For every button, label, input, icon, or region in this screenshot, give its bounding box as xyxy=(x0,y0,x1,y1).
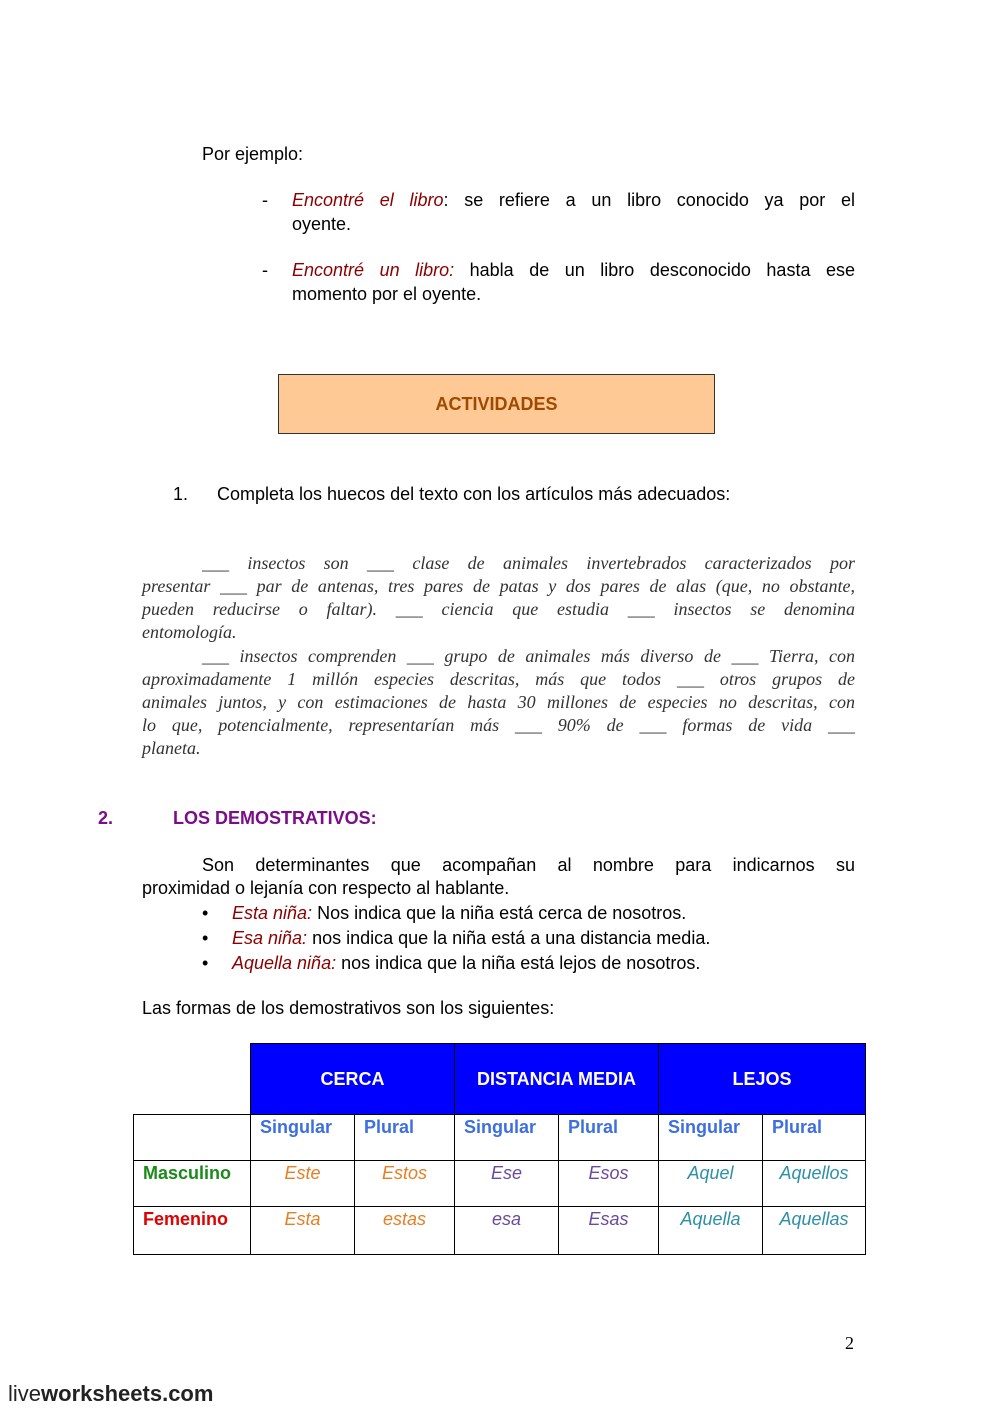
bullet-term: Esa niña: xyxy=(232,928,308,948)
bullet-icon: • xyxy=(202,928,209,948)
passage-line: animales juntos, y con estimaciones de hasta 30 millones de especies no descritas, con xyxy=(142,692,855,712)
bullet-term: Esta niña: xyxy=(232,903,313,923)
table-row xyxy=(134,1207,866,1255)
table-cell: Estos xyxy=(355,1161,455,1207)
logo-light: live xyxy=(8,1381,42,1406)
header-cerca: CERCA xyxy=(251,1044,455,1115)
bullet-item xyxy=(232,928,710,949)
subheader: Plural xyxy=(559,1115,659,1161)
bullet-icon: • xyxy=(202,903,209,923)
table-cell: Aquellas xyxy=(763,1207,866,1255)
bullet-item xyxy=(232,903,686,924)
example-intro: Por ejemplo: xyxy=(202,144,304,164)
demonstratives-table xyxy=(133,1043,866,1255)
section-intro-cont: proximidad o lejanía con respecto al hablante. xyxy=(142,878,510,898)
subheader: Plural xyxy=(763,1115,866,1161)
example-term: Encontré un libro: xyxy=(292,260,455,280)
bullet-term: Aquella niña: xyxy=(232,953,337,973)
passage-line: aproximadamente 1 millón especies descritas, más que todos ___ otros grupos de xyxy=(142,669,855,689)
list-item xyxy=(292,190,855,211)
passage-line: pueden reducirse o faltar). ___ ciencia que estudia ___ insectos se denomina xyxy=(142,599,855,619)
header-lejos: LEJOS xyxy=(659,1044,866,1115)
list-item-dash: - xyxy=(262,260,268,280)
question-number: 1. xyxy=(173,484,189,504)
table-cell: Aquel xyxy=(659,1161,763,1207)
passage-line: ___ insectos son ___ clase de animales invertebrados caracterizados por xyxy=(202,553,855,573)
question-text: Completa los huecos del texto con los artículos más adecuados: xyxy=(217,484,731,504)
logo-bold: worksheets xyxy=(41,1381,163,1406)
subheader: Singular xyxy=(455,1115,559,1161)
list-item-dash: - xyxy=(262,190,268,210)
example-text: : se refiere a un libro conocido ya por el xyxy=(443,190,855,210)
subheader: Singular xyxy=(251,1115,355,1161)
logo-suffix: .com xyxy=(162,1381,214,1406)
passage-line: lo que, potencialmente, representarían más ___ 90% de ___ formas de vida ___ xyxy=(142,715,855,735)
section-intro: Son determinantes que acompañan al nombre para indicarnos su xyxy=(202,855,855,875)
table-cell: Aquella xyxy=(659,1207,763,1255)
subheader: Singular xyxy=(659,1115,763,1161)
passage-line: ___ insectos comprenden ___ grupo de animales más diverso de ___ Tierra, con xyxy=(202,646,855,666)
activities-box xyxy=(278,374,715,434)
row-label-femenino: Femenino xyxy=(134,1207,251,1255)
table-cell: estas xyxy=(355,1207,455,1255)
bullet-icon: • xyxy=(202,953,209,973)
table-cell: Esas xyxy=(559,1207,659,1255)
page-number: 2 xyxy=(845,1333,854,1353)
table-cell: Esta xyxy=(251,1207,355,1255)
bullet-text: Nos indica que la niña está cerca de nosotros. xyxy=(312,903,687,923)
liveworksheets-logo[interactable] xyxy=(8,1381,213,1407)
bullet-text: nos indica que la niña está lejos de nosotros. xyxy=(336,953,701,973)
example-text-cont: oyente. xyxy=(292,214,352,234)
passage-line: planeta. xyxy=(142,738,201,758)
table-cell: esa xyxy=(455,1207,559,1255)
bullet-text: nos indica que la niña está a una distancia media. xyxy=(307,928,711,948)
passage-line: presentar ___ par de antenas, tres pares de patas y dos pares de alas (que, no obstante, xyxy=(142,576,855,596)
subheader: Plural xyxy=(355,1115,455,1161)
table-cell: Este xyxy=(251,1161,355,1207)
header-distancia-media: DISTANCIA MEDIA xyxy=(455,1044,659,1115)
section-number: 2. xyxy=(98,808,114,828)
table-row xyxy=(134,1161,866,1207)
example-text: habla de un libro desconocido hasta ese xyxy=(454,260,855,280)
example-text-cont: momento por el oyente. xyxy=(292,284,482,304)
table-cell: Esos xyxy=(559,1161,659,1207)
list-item xyxy=(292,260,855,281)
passage-line: entomología. xyxy=(142,622,237,642)
row-label-masculino: Masculino xyxy=(134,1161,251,1207)
table-corner xyxy=(134,1044,251,1115)
bullet-item xyxy=(232,953,700,974)
table-cell: Aquellos xyxy=(763,1161,866,1207)
table-corner-blank xyxy=(134,1115,251,1161)
table-cell: Ese xyxy=(455,1161,559,1207)
example-term: Encontré el libro xyxy=(292,190,444,210)
forms-intro: Las formas de los demostrativos son los siguientes: xyxy=(142,998,555,1018)
activities-title: ACTIVIDADES xyxy=(435,393,558,414)
section-title: LOS DEMOSTRATIVOS: xyxy=(173,808,377,828)
